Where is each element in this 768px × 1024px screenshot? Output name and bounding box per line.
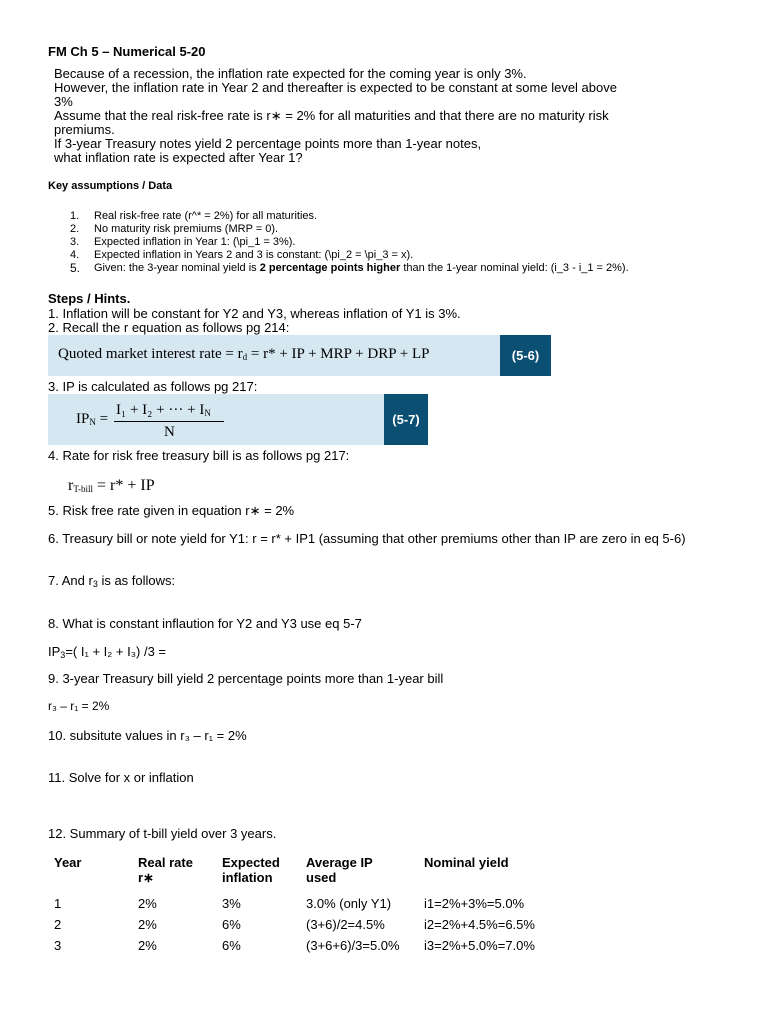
equation-5-7-denominator: N [164, 424, 175, 440]
table-header: Nominal yield [424, 855, 509, 870]
assumption-emphasis: 2 percentage points higher [259, 262, 401, 274]
step-10: 10. subsitute values in r₃ – r₁ = 2% [48, 728, 247, 743]
table-header: Year [54, 855, 82, 870]
fraction-bar [114, 421, 224, 422]
step-12: 12. Summary of t-bill yield over 3 years. [48, 826, 277, 841]
table-cell: 2 [54, 917, 62, 932]
step-4: 4. Rate for risk free treasury bill is as follows pg 217: [48, 448, 350, 463]
table-cell: (3+6+6)/3=5.0% [306, 938, 400, 953]
assumption-number: 3. [70, 236, 80, 248]
problem-line: Assume that the real risk-free rate is r∗ = 2% for all maturities and that there are no maturity risk [54, 108, 609, 123]
key-assumptions-heading: Key assumptions / Data [48, 180, 173, 192]
table-cell: 2% [138, 917, 157, 932]
table-cell: 3 [54, 938, 62, 953]
step-5: 5. Risk free rate given in equation r∗ = 2% [48, 503, 295, 518]
step-6: 6. Treasury bill or note yield for Y1: r = r* + IP1 (assuming that other premiums other than IP are zero in eq 5-6) [48, 531, 686, 546]
assumption-number: 1. [70, 210, 80, 222]
equation-5-7-lhs: $IP_N$ = [76, 411, 109, 427]
r3-minus-r1: r₃ – r₁ = 2% [48, 699, 110, 713]
assumption-number: 5. [70, 261, 81, 275]
table-cell: 2% [138, 938, 157, 953]
assumption-text: Expected inflation in Year 1: (\pi_1 = 3%). [94, 236, 296, 248]
problem-line: what inflation rate is expected after Year 1? [54, 150, 303, 165]
table-header: Average IP used [306, 855, 373, 885]
table-cell: 1 [54, 896, 62, 911]
table-header: Real rate r∗ [138, 855, 193, 885]
assumption-text: Given: the 3-year nominal yield is 2 percentage points higher than the 1-year nominal yield: (i_3 - i_1 = 2%). [94, 262, 629, 274]
ip3-formula: $IP_3=$( I₁ + I₂ + I₃) /3 = [48, 644, 167, 660]
table-cell: i1=2%+3%=5.0% [424, 896, 525, 911]
step-2: 2. Recall the r equation as follows pg 214: [48, 320, 290, 335]
step-9: 9. 3-year Treasury bill yield 2 percentage points more than 1-year bill [48, 671, 444, 686]
equation-5-7-numerator: I₁ + I₂ + ··· + $I_N$ [116, 402, 211, 418]
step-1: 1. Inflation will be constant for Y2 and Y3, whereas inflation of Y1 is 3%. [48, 306, 461, 321]
table-cell: 3.0% (only Y1) [306, 896, 392, 911]
equation-5-6-box [48, 335, 500, 376]
step-3: 3. IP is calculated as follows pg 217: [48, 379, 258, 394]
problem-line: However, the inflation rate in Year 2 and thereafter is expected to be constant at some level above [54, 80, 617, 95]
table-cell: (3+6)/2=4.5% [306, 917, 385, 932]
assumption-number: 4. [70, 249, 80, 261]
assumption-number: 2. [70, 223, 80, 235]
assumption-text: Real risk-free rate (r^* = 2%) for all maturities. [94, 210, 318, 222]
equation-5-6-tag: (5-6) [500, 335, 551, 376]
problem-line: 3% [54, 94, 73, 109]
problem-line: Because of a recession, the inflation rate expected for the coming year is only 3%. [54, 66, 527, 81]
step-7: 7. And $r_3$ is as follows: [48, 573, 176, 589]
equation-5-6: Quoted market interest rate = $r_d = r*$ + IP + MRP + DRP + LP [58, 346, 430, 362]
table-cell: i3=2%+5.0%=7.0% [424, 938, 535, 953]
equation-tbill: $r_{T-bill} = r*$ + IP [68, 477, 155, 494]
table-cell: i2=2%+4.5%=6.5% [424, 917, 535, 932]
step-8: 8. What is constant inflaution for Y2 and Y3 use eq 5-7 [48, 616, 362, 631]
assumption-text: No maturity risk premiums (MRP = 0). [94, 223, 279, 235]
steps-heading: Steps / Hints. [48, 291, 131, 306]
assumption-text: Expected inflation in Years 2 and 3 is constant: (\pi_2 = \pi_3 = x). [94, 249, 414, 261]
page-title: FM Ch 5 – Numerical 5-20 [48, 44, 206, 59]
table-cell: 2% [138, 896, 157, 911]
table-cell: 6% [222, 917, 241, 932]
problem-line: premiums. [54, 122, 115, 137]
table-cell: 6% [222, 938, 241, 953]
equation-5-7-tag: (5-7) [384, 394, 428, 445]
problem-line: If 3-year Treasury notes yield 2 percentage points more than 1-year notes, [54, 136, 482, 151]
equation-5-7-box [48, 394, 384, 445]
table-header: Expected inflation [222, 855, 280, 885]
table-cell: 3% [222, 896, 241, 911]
step-11: 11. Solve for x or inflation [48, 770, 194, 785]
